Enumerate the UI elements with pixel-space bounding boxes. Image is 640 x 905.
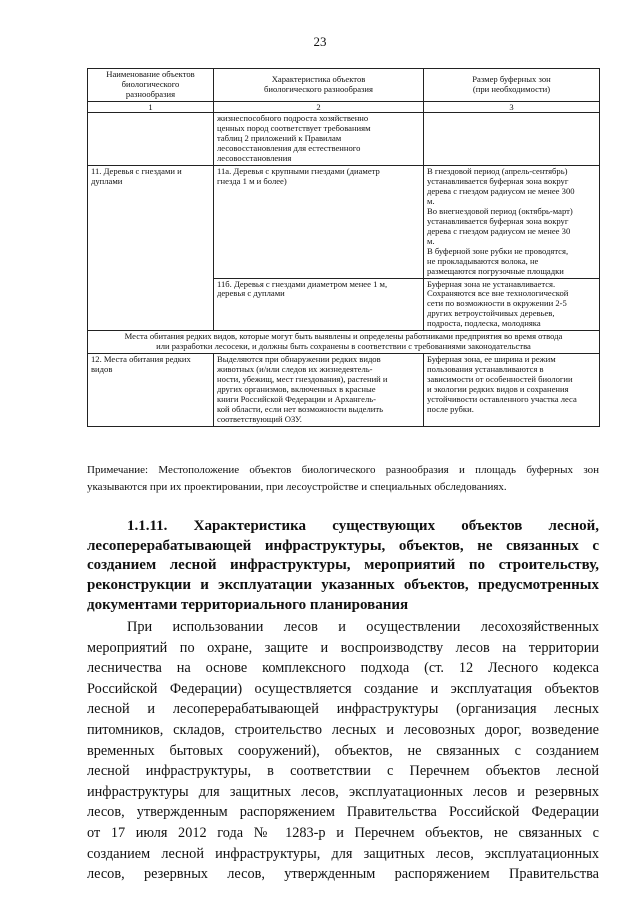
cell-text-line: ценных пород соответствует требованиям bbox=[217, 122, 371, 133]
cell-text-line: кой области, если нет возможности выделить bbox=[217, 404, 384, 415]
cell-text-line: дерева с гнездом радиусом не менее 30 bbox=[427, 225, 571, 236]
body-line: Российской Федерации) осуществляется создание и эксплуатация объектов bbox=[87, 680, 599, 697]
heading-line: 1.1.11. Характеристика существующих объектов лесной, bbox=[127, 518, 599, 534]
cell-text-line: Места обитания редких видов, которые могут быть выявлены и определены работниками предприятия во время отвода bbox=[124, 331, 563, 342]
body-line: питомников, складов, строительство лесных и лесовозных дорог, возведение bbox=[87, 721, 599, 738]
table-row bbox=[88, 113, 600, 166]
cell-text-line: после рубки. bbox=[427, 404, 474, 415]
table-cell bbox=[88, 165, 214, 331]
cell-text-line: видов bbox=[91, 364, 113, 375]
cell-text-line: 11. Деревья с гнездами и bbox=[91, 165, 182, 176]
cell-text-line: Буферная зона, ее ширина и режим bbox=[427, 354, 556, 365]
body-paragraph bbox=[87, 617, 599, 885]
cell-text-line: не прокладываются волока, не bbox=[427, 255, 539, 266]
table-cell bbox=[214, 165, 424, 278]
heading-line: реконструкции и эксплуатации указанных объектов, предусмотренных bbox=[87, 577, 599, 594]
cell-text-line: зависимости от особенностей биологии bbox=[427, 374, 573, 385]
table-section-cell bbox=[88, 331, 600, 354]
table-row bbox=[88, 165, 600, 278]
cell-text-line: дуплами bbox=[91, 175, 123, 186]
heading-line: созданием лесной инфраструктуры, мероприятий по строительству, bbox=[87, 557, 599, 574]
column-number: 1 bbox=[88, 102, 214, 113]
header-cell bbox=[214, 69, 424, 102]
cell-text-line: таблиц 2 приложений к Правилам bbox=[217, 132, 342, 143]
cell-text-line: животных (и/или следов их жизнедеятель- bbox=[217, 364, 373, 375]
cell-text-line: размещаются погрузочные площадки bbox=[427, 265, 564, 276]
cell-text-line: разнообразия bbox=[125, 88, 176, 99]
biodiversity-table bbox=[87, 68, 600, 427]
cell-text-line: Размер буферных зон bbox=[472, 74, 551, 85]
cell-text-line: устойчивости оставленного участка леса bbox=[427, 394, 577, 405]
body-line: лесничества на основе комплексного подхода (ст. 12 Лесного кодекса bbox=[87, 660, 599, 677]
cell-text-line: соответствующий ОЗУ. bbox=[217, 414, 302, 425]
cell-text-line: В буферной зоне рубки не проводятся, bbox=[427, 245, 569, 256]
cell-text-line: подроста, подлеска, молодняка bbox=[427, 318, 541, 329]
body-line: временных бытовых сооружений), объектов, не связанных с созданием bbox=[87, 742, 599, 759]
body-line: мероприятий по охране, защите и воспроизводству лесов на территории bbox=[87, 639, 599, 656]
table-cell bbox=[214, 113, 424, 166]
body-line: от 17 июля 2012 года № 1283-р и Перечнем объектов, не связанных с bbox=[87, 824, 599, 841]
cell-text-line: или разработки лесосеки, и должны быть сохранены в соответствии с требованиями законодательства bbox=[156, 341, 531, 352]
body-line: При использовании лесов и осуществлении лесохозяйственных bbox=[127, 619, 599, 635]
note-line: указываются при их проектировании, при лесоустройстве и специальных обследованиях. bbox=[87, 481, 507, 493]
cell-text-line: биологического разнообразия bbox=[264, 84, 373, 94]
table-row bbox=[88, 354, 600, 427]
header-cell bbox=[424, 69, 600, 102]
cell-text-line: лесовосстановления bbox=[217, 152, 292, 163]
cell-text-line: пользования устанавливаются в bbox=[427, 364, 544, 375]
cell-text-line: Во внегнездовой период (октябрь-март) bbox=[427, 205, 573, 216]
table-cell bbox=[214, 278, 424, 331]
cell-text-line: устанавливается буферная зона вокруг bbox=[427, 175, 569, 186]
cell-text-line: Наименование объектов bbox=[106, 69, 195, 80]
cell-text-line: жизнеспособного подроста хозяйственно bbox=[217, 113, 369, 123]
note-line: Примечание: Местоположение объектов биологического разнообразия и площадь буферных зон bbox=[87, 464, 599, 476]
body-line: созданием лесной инфраструктуры, для защитных лесов, эксплуатационных bbox=[87, 845, 599, 862]
table-note bbox=[87, 462, 599, 496]
table-cell bbox=[424, 113, 600, 166]
cell-text-line: гнезда 1 м и более) bbox=[217, 175, 287, 186]
cell-text-line: и экологии редких видов и сохранения bbox=[427, 384, 569, 395]
cell-text-line: 11б. Деревья с гнездами диаметром менее 1 м, bbox=[217, 278, 388, 289]
cell-text-line: Выделяются при обнаружении редких видов bbox=[217, 354, 381, 365]
body-line: лесов, утвержденным распоряжением Правительства Российской Федерации bbox=[87, 804, 599, 821]
cell-text-line: устанавливается буферная зона вокруг bbox=[427, 215, 569, 226]
cell-text-line: дерева с гнездом радиусом не менее 300 bbox=[427, 185, 575, 196]
table-header-row bbox=[88, 69, 600, 102]
body-line: лесной и лесоперерабатывающей инфраструктуры (организация лесных bbox=[87, 701, 599, 718]
cell-text-line: книги Российской Федерации и Архангель- bbox=[217, 394, 377, 405]
cell-text-line: м. bbox=[427, 195, 435, 206]
column-number-row bbox=[88, 102, 600, 113]
body-line: лесов, резервных лесов, утвержденным распоряжением Правительства bbox=[87, 866, 599, 883]
cell-text-line: Сохраняются все вне технологической bbox=[427, 288, 569, 299]
cell-text-line: других ветроустойчивых деревьев, bbox=[427, 308, 555, 319]
cell-text-line: деревья с дуплами bbox=[217, 288, 285, 299]
table-cell bbox=[214, 354, 424, 427]
cell-text-line: В гнездовой период (апрель-сентябрь) bbox=[427, 165, 568, 176]
body-line: лесной инфраструктуры, в соответствии с Перечнем объектов лесной bbox=[87, 763, 599, 780]
column-number: 3 bbox=[424, 102, 600, 113]
table-cell bbox=[88, 113, 214, 166]
table-section-row bbox=[88, 331, 600, 354]
heading-line: документами территориального планирования bbox=[87, 596, 409, 613]
heading-line: лесоперерабатывающей инфраструктуры, объектов, не связанных с bbox=[87, 537, 599, 554]
body-line: инфраструктуры для защитных лесов, эксплуатационных лесов и резервных bbox=[87, 783, 599, 800]
section-heading bbox=[87, 517, 599, 616]
cell-text-line: ности, убежищ, мест гнездования), растений и bbox=[217, 374, 388, 385]
table-cell bbox=[424, 278, 600, 331]
table-cell bbox=[424, 354, 600, 427]
table-cell bbox=[424, 165, 600, 278]
table-cell bbox=[88, 354, 214, 427]
cell-text-line: лесовосстановления для естественного bbox=[217, 142, 361, 153]
cell-text-line: сети по возможности в окружении 2-5 bbox=[427, 298, 567, 309]
cell-text-line: Характеристика объектов bbox=[271, 74, 366, 85]
cell-text-line: Буферная зона не устанавливается. bbox=[427, 278, 556, 289]
header-cell bbox=[88, 69, 214, 102]
cell-text-line: биологического bbox=[121, 79, 180, 90]
cell-text-line: 11а. Деревья с крупными гнездами (диаметр bbox=[217, 165, 380, 176]
cell-text-line: других организмов, включенных в красные bbox=[217, 384, 376, 395]
cell-text-line: 12. Места обитания редких bbox=[91, 354, 191, 365]
page-number: 23 bbox=[313, 34, 327, 49]
cell-text-line: м. bbox=[427, 235, 435, 246]
column-number: 2 bbox=[214, 102, 424, 113]
cell-text-line: (при необходимости) bbox=[472, 84, 551, 94]
